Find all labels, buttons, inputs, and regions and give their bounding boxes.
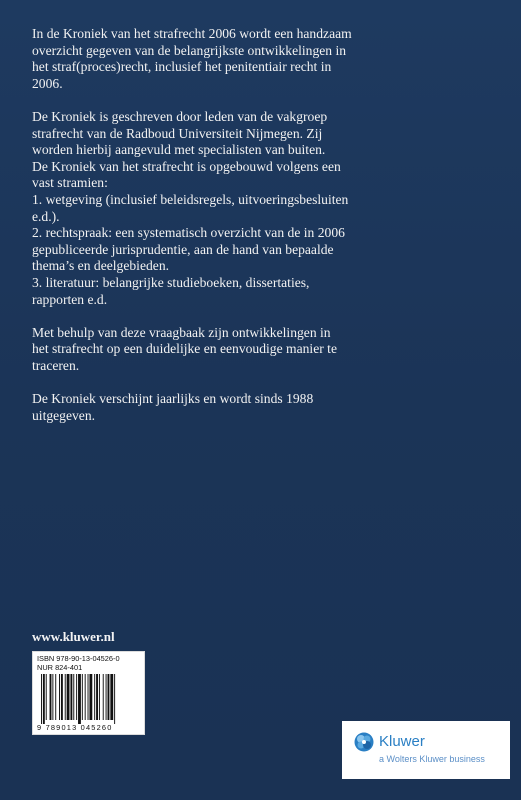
blurb-line: Met behulp van deze vraagbaak zijn ontwikkelingen in: [32, 324, 331, 340]
blurb-line: vast stramien:: [32, 175, 108, 191]
blurb-line: De Kroniek verschijnt jaarlijks en wordt sinds 1988: [32, 391, 314, 407]
barcode-bar: [88, 674, 89, 720]
blurb-line: De Kroniek is geschreven door leden van de vakgroep: [32, 108, 328, 124]
barcode-bar: [73, 674, 74, 720]
blurb-line: 3. literatuur: belangrijke studieboeken, dissertaties,: [32, 274, 310, 290]
barcode-bar: [114, 674, 115, 724]
barcode-bar: [108, 674, 110, 720]
barcode-bar: [46, 674, 47, 720]
barcode-bar: [94, 674, 95, 720]
barcode-digits: 9 789013 045260: [37, 723, 113, 732]
blurb-line: rapporten e.d.: [32, 291, 108, 307]
barcode-bar: [67, 674, 70, 720]
blurb-line: overzicht gegeven van de belangrijkste ontwikkelingen in: [32, 42, 347, 58]
blurb-line: worden hierbij aangevuld met specialisten van buiten.: [32, 142, 326, 158]
barcode-bar: [78, 674, 81, 724]
barcode-bar: [103, 674, 104, 720]
barcode-bar: [82, 674, 83, 720]
blurb-paragraph-2: [32, 109, 492, 308]
kluwer-globe-icon: [354, 732, 374, 752]
barcode-bar: [41, 674, 42, 724]
barcode-bar: [89, 674, 92, 720]
barcode-bar: [76, 674, 77, 720]
blurb-line: thema’s en deelgebieden.: [32, 258, 170, 274]
blurb-line: traceren.: [32, 357, 80, 373]
barcode-bar: [65, 674, 66, 720]
barcode-bar: [43, 674, 45, 724]
barcode-bar: [96, 674, 98, 720]
blurb-line: gepubliceerde jurisprudentie, aan de hand van bepaalde: [32, 241, 334, 257]
blurb-paragraph-1: [32, 26, 492, 92]
nur-code: NUR 824-401: [37, 662, 83, 672]
publisher-logo-panel: [342, 721, 510, 779]
blurb-line: De Kroniek van het strafrecht is opgebouwd volgens een: [32, 158, 341, 174]
back-cover-blurb: [32, 26, 492, 441]
barcode-bars: [37, 674, 141, 724]
blurb-line: het strafrecht op een duidelijke en eenvoudige manier te: [32, 341, 337, 357]
barcode-bar: [59, 674, 60, 720]
barcode-bar: [61, 674, 63, 720]
isbn-number: ISBN 978-90-13-04526-0: [37, 654, 120, 663]
publisher-name: Kluwer: [379, 733, 425, 750]
barcode-bar: [99, 674, 100, 720]
barcode-bar: [85, 674, 86, 720]
blurb-paragraph-4: [32, 391, 492, 424]
barcode-bar: [110, 674, 113, 720]
barcode-bar: [52, 674, 53, 720]
blurb-paragraph-3: [32, 325, 492, 375]
blurb-line: In de Kroniek van het strafrecht 2006 wordt een handzaam: [32, 26, 352, 41]
publisher-tagline: a Wolters Kluwer business: [379, 754, 485, 764]
barcode-bar: [50, 674, 52, 720]
barcode-bar: [55, 674, 56, 720]
publisher-website: www.kluwer.nl: [32, 629, 115, 644]
barcode-bar: [70, 674, 72, 720]
barcode-bar: [106, 674, 107, 720]
blurb-line: e.d.).: [32, 208, 60, 224]
blurb-line: het straf(proces)recht, inclusief het penitentiair recht in: [32, 59, 332, 75]
blurb-line: 2. rechtspraak: een systematisch overzicht van de in 2006: [32, 225, 345, 241]
blurb-line: 1. wetgeving (inclusief beleidsregels, uitvoeringsbesluiten: [32, 191, 349, 207]
blurb-line: strafrecht van de Radboud Universiteit Nijmegen. Zij: [32, 125, 323, 141]
blurb-line: uitgegeven.: [32, 407, 96, 423]
isbn-barcode-label: [32, 651, 145, 735]
blurb-line: 2006.: [32, 75, 63, 91]
